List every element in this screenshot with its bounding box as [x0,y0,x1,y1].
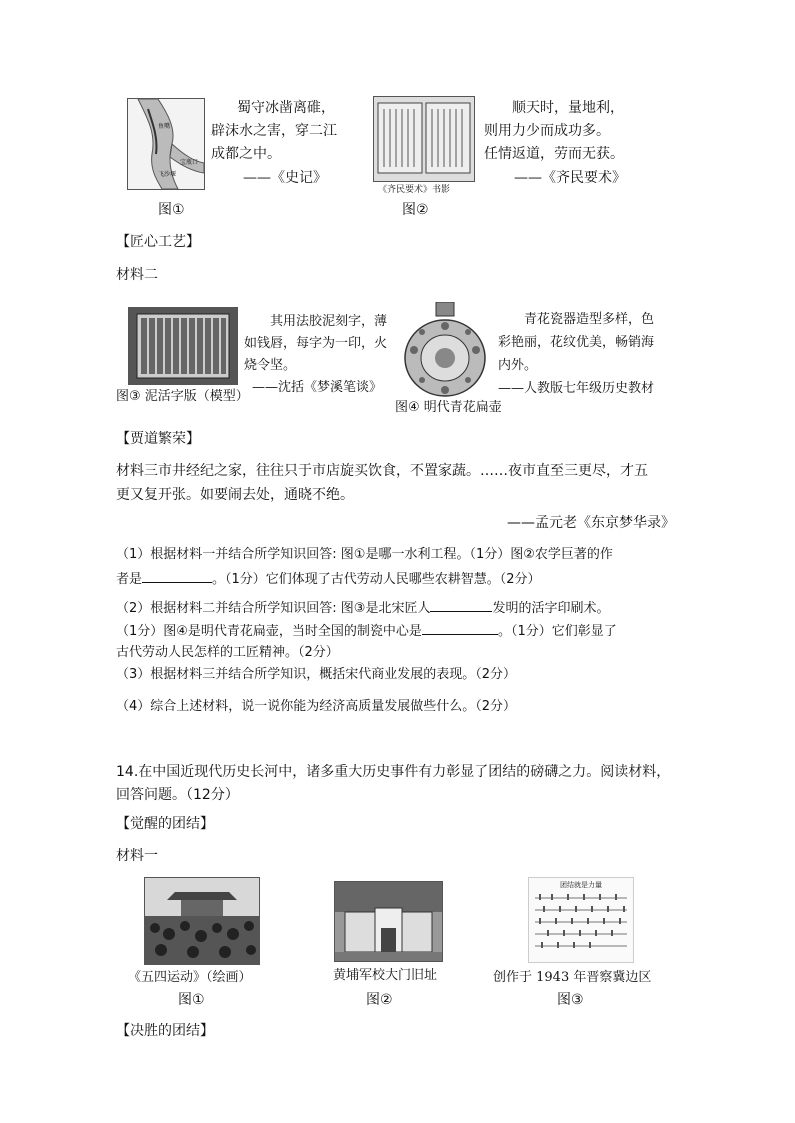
unity-song-sheet-image [528,877,634,963]
map-label: 飞沙堰 [158,171,177,178]
qiminyaoshu-quote: 顺天时，量地利， 则用力少而成功多。 任情返道，劳而无获。 ——《齐民要术》 [484,98,654,188]
song-title: 团结就是力量 [560,881,602,889]
fig-may-fourth-label: 《五四运动》（绘画） [128,970,252,985]
mengxi-quote: 其用法胶泥刻字，薄 如钱唇，每字为一印，火 烧令坚。 ——沈括《梦溪笔谈》 [244,312,404,397]
material3-text: 材料三市井经纪之家，往往只于市店旋买饮食，不置家蔬。……夜市直至三更尽，才五 更又复开张。如要闹去处，通晓不绝。 [116,463,648,503]
question-2: （2）根据材料二并结合所学知识回答: 图③是北宋匠人 发明的活字印刷术。 （1分）图④是明代青花扁壶，当时全国的制瓷中心是 。（1分）它们彰显了 古代劳动人民怎样的工匠精神。（2分） [116,597,686,662]
fig4-caption: 图④ 明代青花扁壶 [395,400,502,415]
material1-label: 材料一 [116,848,158,864]
fig3-caption: 图③ 泥活字版（模型） [116,389,249,404]
blue-white-flask-image [402,302,488,398]
fig-c-caption: 图③ [557,992,584,1008]
fig1-caption: 图① [158,202,185,218]
fig-whampoa-label: 黄埔军校大门旧址 [333,968,438,983]
answer-blank[interactable] [430,597,492,612]
fig-b-caption: 图② [366,992,393,1008]
qiminyaoshu-source: ——《齐民要术》 [514,170,626,186]
clay-type-plate-image [128,307,238,385]
textbook-quote: 青花瓷器造型多样，色 彩艳丽，花纹优美，畅销海 内外。 ——人教版七年级历史教材 [498,310,678,398]
section-trade-heading: 【贾道繁荣】 [116,431,200,447]
map-label: 鱼嘴 [158,123,171,130]
mengxi-source: ——沈括《梦溪笔谈》 [252,380,383,395]
material2-label: 材料二 [116,267,158,283]
section-victory-heading: 【决胜的团结】 [116,1023,214,1039]
textbook-source: ——人教版七年级历史教材 [498,381,655,396]
whampoa-gate-image [334,881,443,962]
answer-blank[interactable] [422,620,498,635]
may-fourth-painting-image [144,877,260,965]
question-14: 14.在中国近现代历史长河中，诸多重大历史事件有力彰显了团结的磅礴之力。阅读材料， 回答问题。（12分） [116,764,671,803]
section-craft-heading: 【匠心工艺】 [116,234,200,250]
question-4: （4）综合上述材料，说一说你能为经济高质量发展做些什么。（2分） [116,699,517,714]
map-label: 宝瓶口 [180,159,199,166]
question-3: （3）根据材料三并结合所学知识，概括宋代商业发展的表现。（2分） [116,667,517,682]
dujiangyan-map-image [127,98,205,190]
answer-blank[interactable] [142,568,212,583]
fig2-caption: 图② [402,202,429,218]
question-1: （1）根据材料一并结合所学知识回答: 图①是哪一水利工程。（1分）图②农学巨著的作 者是 。（1分）它们体现了古代劳动人民哪些农耕智慧。（2分） [116,547,613,587]
fig-song-label: 创作于 1943 年晋察冀边区 [493,970,652,985]
section-awaken-heading: 【觉醒的团结】 [116,816,214,832]
fig-a-caption: 图① [178,992,205,1008]
fig2-inner-caption: 《齐民要术》书影 [378,185,451,195]
material3-source: ——孟元老《东京梦华录》 [507,515,675,531]
shiji-source: ——《史记》 [243,170,327,186]
qiminyaoshu-book-image [373,96,475,182]
shiji-quote: 蜀守冰凿离碓， 辟沫水之害，穿二江 成都之中。 ——《史记》 [211,98,361,188]
